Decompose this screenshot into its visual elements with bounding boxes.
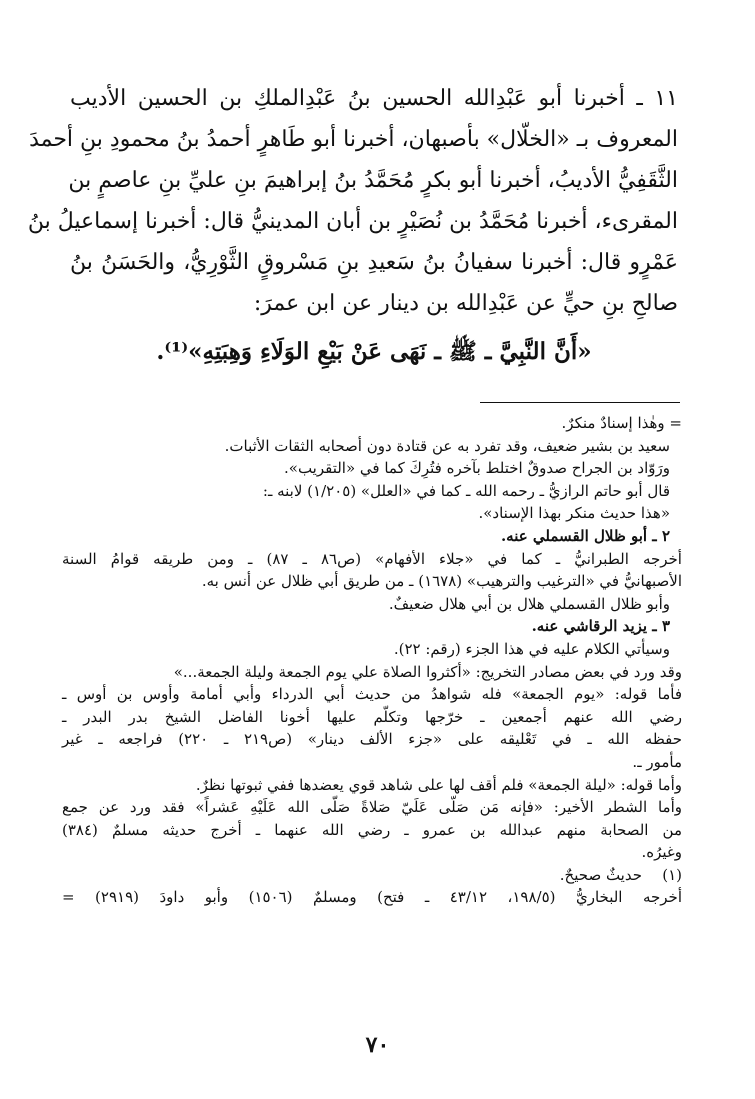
note-line-11: وسيأتي الكلام عليه في هذا الجزء (رقم: ٢٢). <box>393 639 670 658</box>
note-line-8: الأصبهانيُّ في «الترغيب والترهيب» (١٦٧٨) ـ من طريق أبي ظلال عن أنس به. <box>201 572 682 591</box>
note-line-6: ٢ ـ أبو ظلال القسملي عنه. <box>500 526 670 545</box>
note-line-1: = وهٰذا إسنادٌ منكرٌ. <box>561 414 682 432</box>
main-line-1: ١١ ـ أخبرنا أبو عَبْدِالله الحسين بنُ عَبْدِالملكِ بن الحسين الأديب <box>70 86 678 111</box>
footnote-number: (١) <box>662 865 682 884</box>
note-line-18: وأما الشطر الأخير: «فإنه مَن صَلّى عَلَيّ صَلاةً صَلّى الله عَلَيْهِ عَشراً» فقد ورد عن جمع <box>62 798 682 817</box>
main-line-3: الثَّقَفِيُّ الأديبُ، أخبرنا أبو بكرٍ مُحَمَّدُ بنُ إبراهيمَ بنِ عليِّ بنِ عاصمٍ بن <box>68 168 678 193</box>
footnote-1 <box>62 864 682 887</box>
page-number: ٧٠ <box>365 1032 390 1058</box>
main-line-4: المقرىء، أخبرنا مُحَمَّدُ بن نُصَيْرٍ بن أبان المدينيُّ قال: أخبرنا إسماعيلُ بنُ <box>27 209 678 234</box>
main-line-2: المعروف بـ «الخلّال» بأصبهان، أخبرنا أبو طَاهرٍ أحمدُ بنُ محمودِ بنِ أحمدَ <box>29 127 678 152</box>
hadith-text: «أَنَّ النَّبِيَّ ـ ﷺ ـ نَهَى عَنْ بَيْعِ الوَلَاءِ وَهِبَتِهِ»⁽¹⁾. <box>156 338 592 365</box>
note-line-15: حفظه الله ـ في تَعْليقه على «جزء الألف دينار» (ص٢١٩ ـ ٢٢٠) فراجعه ـ غير <box>62 730 682 749</box>
main-text <box>27 78 678 324</box>
note-line-2: سعيد بن بشير ضعيف، وقد تفرد به عن قتادة دون أصحابه الثقات الأثبات. <box>224 436 670 455</box>
note-line-9: وأبو ظلال القسملي هلال بن أبي هلال ضعيفٌ. <box>388 594 670 613</box>
note-line-10: ٣ ـ يزيد الرقاشي عنه. <box>531 617 670 636</box>
footnote-separator <box>480 402 680 403</box>
note-line-14: رضي الله عنهم أجمعين ـ خرّجها وتكلّم عليها أخونا الفاضل الشيخ بدر البدر ـ <box>62 707 682 726</box>
note-line-5: «هذا حديث منكر بهذا الإسناد». <box>478 504 670 523</box>
main-line-5: عَمْرٍو قال: أخبرنا سفيانُ بنُ سَعيدِ بنِ مَسْروقٍ الثَّوْرِيُّ، والحَسَنُ بنُ <box>70 250 678 275</box>
note-line-7: أخرجه الطبرانيُّ ـ كما في «جلاء الأفهام» (ص٨٦ ـ ٨٧) ـ ومن طريقه قوامُ السنة <box>62 549 682 568</box>
main-line-6: صالحِ بنِ حيٍّ عن عَبْدِالله بن دينار عن ابن عمرَ: <box>253 291 678 316</box>
note-line-19: من الصحابة منهم عبدالله بن عمرو ـ رضي الله عنهما ـ أخرج حديثه مسلمٌ (٣٨٤) <box>62 820 682 839</box>
footnotes <box>62 412 682 909</box>
note-line-4: قال أبو حاتم الرازيُّ ـ رحمه الله ـ كما في «العلل» (١/٢٠٥) لابنه ـ: <box>262 481 670 500</box>
note-line-17: وأما قوله: «ليلة الجمعة» فلم أقف لها على شاهد قوي يعضدها ففي ثبوتها نظرٌ. <box>195 775 682 794</box>
footnote-line-2: أخرجه البخاريُّ (١٩٨/٥، ٤٣/١٢ ـ فتح) ومسلمٌ (١٥٠٦) وأبو داودَ (٢٩١٩) = <box>62 888 682 907</box>
note-line-16: مأمور ـ. <box>632 752 682 771</box>
note-line-12: وقد ورد في بعض مصادر التخريج: «أكثروا الصلاة علي يوم الجمعة وليلة الجمعة...» <box>173 662 682 681</box>
footnote-text: حديثٌ صحيحٌ. <box>559 865 642 884</box>
note-line-20: وغيرُه. <box>641 843 682 862</box>
note-line-13: فأما قوله: «يوم الجمعة» فله شواهدُ من حديث أبي الدرداء وأبي أمامة وأوس بن أوس ـ <box>62 685 682 704</box>
note-line-3: ورَوّاد بن الجراح صدوقٌ اختلط بآخره فتُرِكَ كما في «التقريب». <box>284 459 670 478</box>
